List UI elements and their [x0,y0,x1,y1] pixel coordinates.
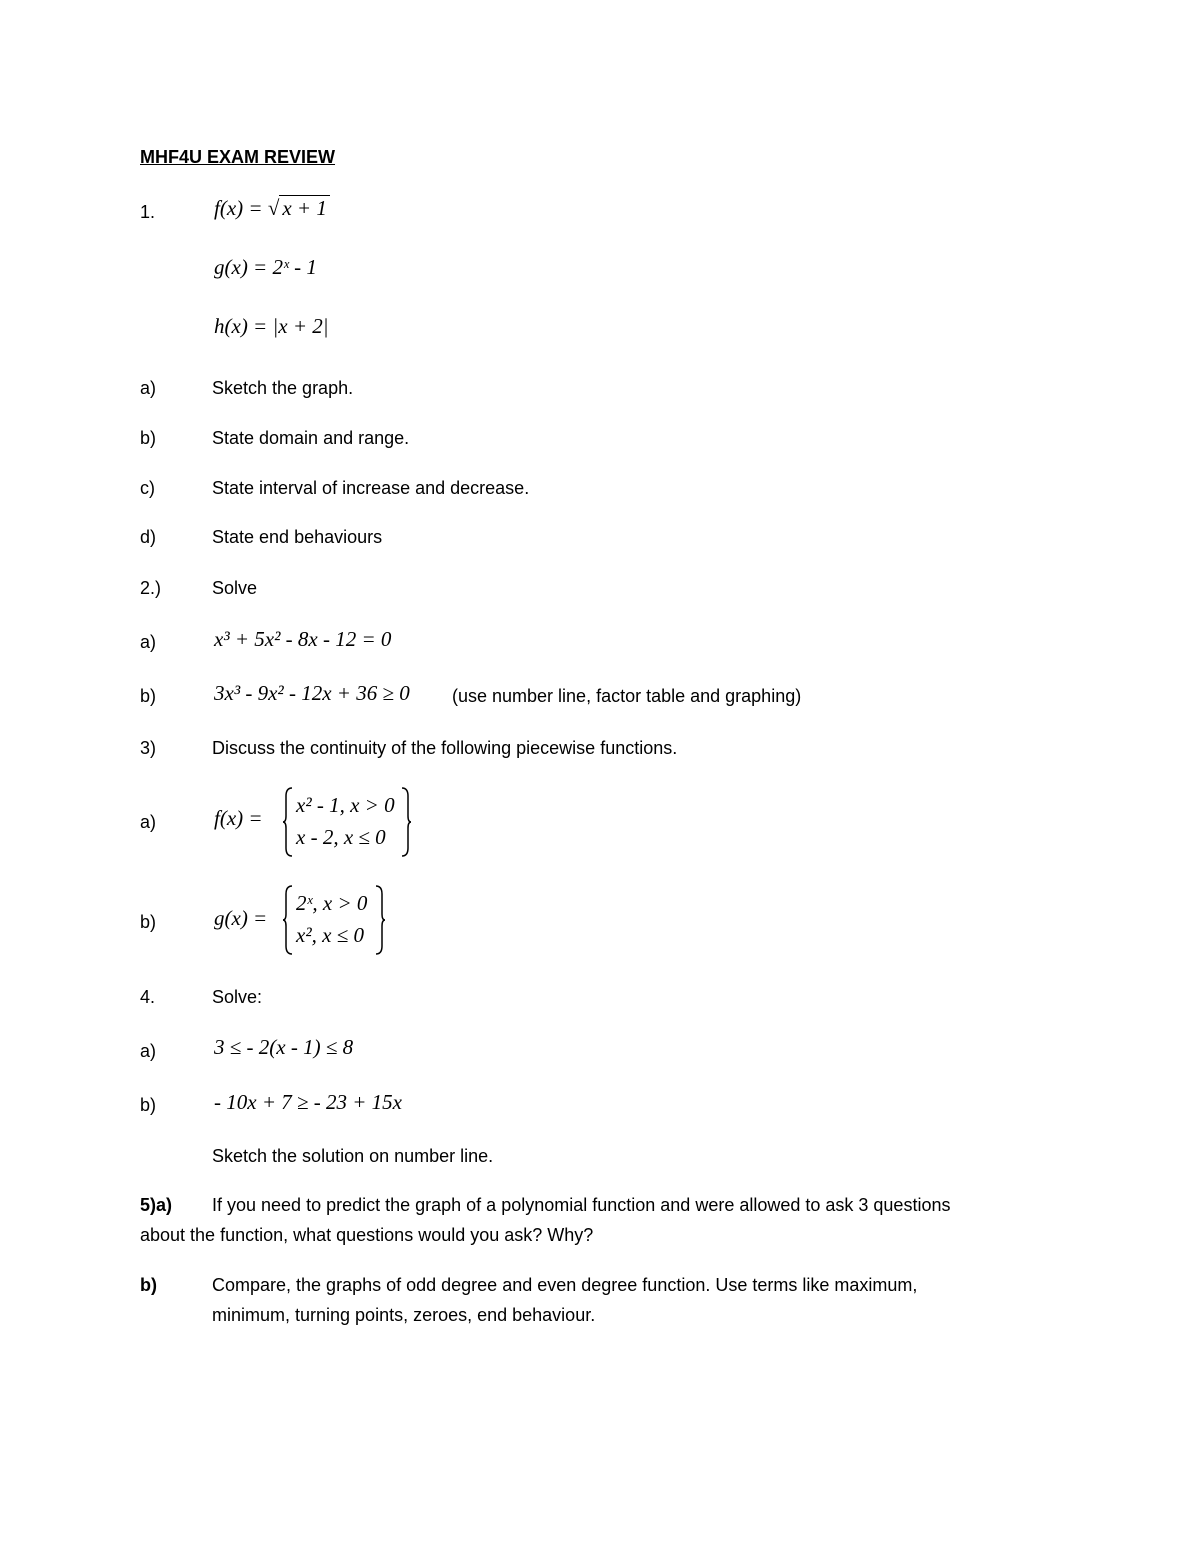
q1-f-radicand: x + 1 [279,195,330,220]
q1-g-definition: g(x) = 2ˣ - 1 [214,255,317,279]
q2-b-note: (use number line, factor table and graphing) [452,686,802,706]
q1-part-c-text: State interval of increase and decrease. [212,478,530,498]
q1-f-lhs: f(x) = [214,196,263,220]
q3-b-row-2: x², x ≤ 0 [296,923,364,947]
q2-b-expression: 3x³ - 9x² - 12x + 36 ≥ 0 [214,681,410,705]
q3-a-row-2: x - 2, x ≤ 0 [296,825,386,849]
q3-b-piecewise [282,884,386,956]
q1-part-d-text: State end behaviours [212,527,383,547]
left-brace [282,884,294,956]
q5-b-line-1: Compare, the graphs of odd degree and even degree function. Use terms like maximum, [212,1275,918,1295]
q1-part-a-label: a) [140,378,157,398]
q3-b-lhs: g(x) = [214,906,268,930]
q3-a-lhs: f(x) = [214,806,263,830]
q4-b-expression: - 10x + 7 ≥ - 23 + 15x [214,1090,402,1114]
right-brace [374,884,386,956]
q5-a-line-1: If you need to predict the graph of a polynomial function and were allowed to ask 3 questions [212,1195,951,1215]
sqrt-symbol: √ [267,196,280,220]
q1-part-b-label: b) [140,428,157,448]
q2-a-expression: x³ + 5x² - 8x - 12 = 0 [214,627,392,651]
q1-h-definition: h(x) = |x + 2| [214,314,329,338]
q1-f-definition [214,198,330,219]
q5-a-line-2: about the function, what questions would you ask? Why? [140,1225,594,1245]
q2-a-label: a) [140,632,157,652]
q3-number: 3) [140,738,157,758]
q2-b-label: b) [140,686,157,706]
q4-a-expression: 3 ≤ - 2(x - 1) ≤ 8 [214,1035,354,1059]
q3-a-piecewise [282,786,412,858]
left-brace [282,786,294,858]
q5-b-line-2: minimum, turning points, zeroes, end behaviour. [212,1305,596,1325]
q3-a-label: a) [140,812,157,832]
q2-prompt: Solve [212,578,258,598]
q1-part-a-text: Sketch the graph. [212,378,354,398]
q4-a-label: a) [140,1041,157,1061]
q4-note: Sketch the solution on number line. [212,1146,494,1166]
q1-part-c-label: c) [140,478,155,498]
q1-part-d-label: d) [140,527,157,547]
q1-number: 1. [140,202,156,222]
q3-a-row-1: x² - 1, x > 0 [296,793,395,817]
q4-prompt: Solve: [212,987,263,1007]
q5-number: 5)a) [140,1195,173,1215]
q3-prompt: Discuss the continuity of the following piecewise functions. [212,738,678,758]
q2-number: 2.) [140,578,162,598]
q3-b-row-1: 2ˣ, x > 0 [296,891,368,915]
right-brace [400,786,412,858]
q5-b-label: b) [140,1275,157,1295]
document-title: MHF4U EXAM REVIEW [140,147,336,167]
q4-b-label: b) [140,1095,157,1115]
q4-number: 4. [140,987,156,1007]
q1-part-b-text: State domain and range. [212,428,410,448]
q3-b-label: b) [140,912,157,932]
